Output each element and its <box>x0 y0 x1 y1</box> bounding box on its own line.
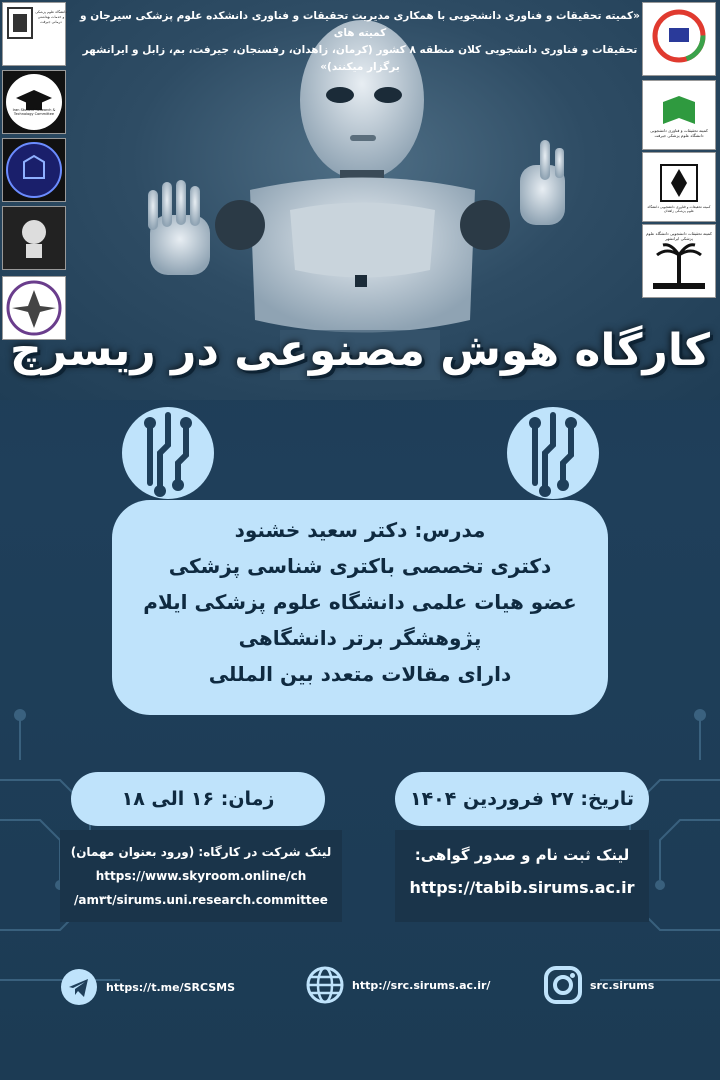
book-ring-icon <box>644 4 714 74</box>
logo-left-1-text: دانشگاه علوم پزشکی و خدمات بهداشتی درمانی جیرفت <box>35 10 67 24</box>
time-badge: زمان: ۱۶ الی ۱۸ <box>71 772 325 826</box>
logo-right-3-text: کمیته تحقیقات و فناوری دانشجویی دانشگاه علوم پزشکی زاهدان <box>647 205 711 213</box>
workshop-link-url-1[interactable]: https://www.skyroom.online/ch <box>95 869 307 883</box>
bio-line-articles: دارای مقالات متعدد بین المللی <box>208 662 512 686</box>
workshop-link-url-2[interactable]: /am٣t/sirums.uni.research.committee <box>74 893 328 907</box>
logo-right-3 <box>642 152 716 222</box>
chip-icon-right <box>505 405 601 501</box>
palm-tree-icon <box>649 241 709 291</box>
zahedan-emblem-icon <box>657 161 701 205</box>
website-link[interactable]: http://src.sirums.ac.ir/ <box>352 978 491 992</box>
page-title: کارگاه هوش مصنوعی در ریسرچ <box>10 325 710 376</box>
green-book-icon <box>659 92 699 128</box>
registration-label: لینک ثبت نام و صدور گواهی: <box>414 846 630 864</box>
instagram-icon <box>544 966 582 1004</box>
registration-link[interactable]: https://tabib.sirums.ac.ir <box>409 878 635 897</box>
header-text <box>80 8 640 76</box>
graduation-cap-icon <box>4 72 64 132</box>
instructor-bio <box>112 500 608 715</box>
logo-right-2-text: کمیته تحقیقات و فناوری دانشجویی دانشگاه علوم پزشکی جیرفت <box>650 128 708 138</box>
registration-box <box>395 830 649 922</box>
workshop-link-label: لینک شرکت در کارگاه: (ورود بعنوان مهمان) <box>70 845 332 859</box>
date-badge: تاریخ: ۲۷ فروردین ۱۴۰۴ <box>395 772 649 826</box>
bio-line-degree: دکتری تخصصی باکتری شناسی پزشکی <box>168 554 552 578</box>
logo-right-1 <box>642 2 716 76</box>
instagram-handle[interactable]: src.sirums <box>590 978 655 992</box>
logo-right-4-text: کمیته تحقیقات دانشجویی دانشگاه علوم پزشکی ایرانشهر <box>646 231 712 241</box>
committee-seal-icon <box>4 140 64 200</box>
logo-left-3 <box>2 138 66 202</box>
header-line-2: تحقیقات و فناوری دانشجویی کلان منطقه ۸ کشور (کرمان، زاهدان، رفسنجان، جیرفت، بم، زابل و ایرانشهر برگزار میکنند)» <box>82 44 638 73</box>
bio-line-faculty: عضو هیات علمی دانشگاه علوم پزشکی ایلام <box>143 590 577 614</box>
workshop-link-box <box>60 830 342 922</box>
bio-line-instructor: مدرس: دکتر سعید خشنود <box>234 518 486 542</box>
logo-left-2-text: Iran Student Research & Technology Committee <box>12 108 56 116</box>
logo-right-4 <box>642 224 716 298</box>
header-line-1: «کمیته تحقیقات و فناوری دانشجویی با همکاری مدیریت تحقیقات و فناوری دانشکده علوم پزشکی سیرجان و کمیته های <box>80 10 640 39</box>
chip-icon-left <box>120 405 216 501</box>
footer-website[interactable] <box>306 966 490 1004</box>
telegram-icon <box>60 968 98 1006</box>
telegram-link[interactable]: https://t.me/SRCSMS <box>106 980 236 994</box>
logo-right-2 <box>642 80 716 150</box>
globe-icon <box>306 966 344 1004</box>
bio-line-researcher: پژوهشگر برتر دانشگاهی <box>238 626 482 650</box>
research-emblem-icon <box>4 208 64 268</box>
footer-telegram[interactable] <box>60 968 235 1006</box>
footer-instagram[interactable] <box>544 966 654 1004</box>
logo-left-4 <box>2 206 66 270</box>
logo-left-2 <box>2 70 66 134</box>
